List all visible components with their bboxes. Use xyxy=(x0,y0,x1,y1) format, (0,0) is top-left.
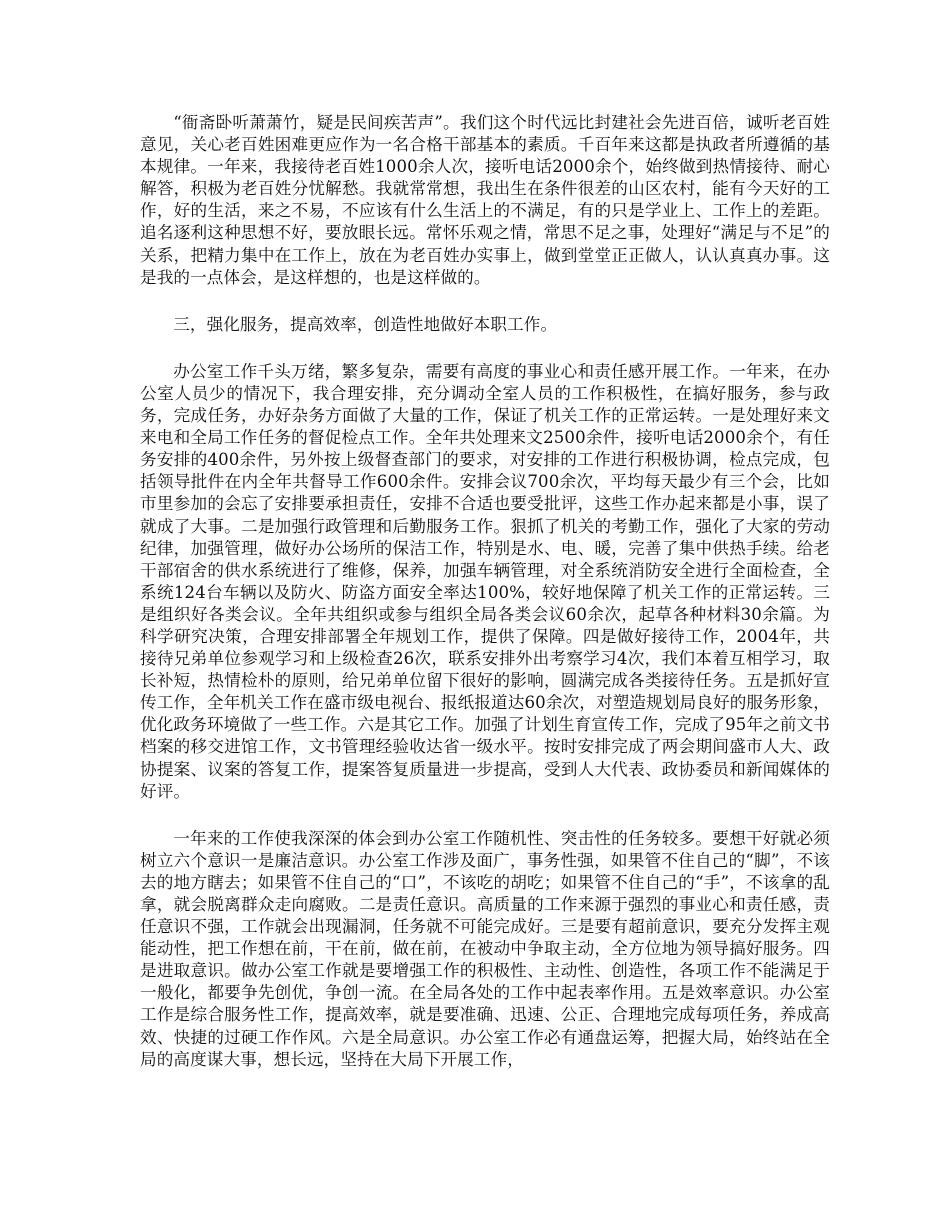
paragraph-3: 一年来的工作使我深深的体会到办公室工作随机性、突击性的任务较多。要想干好就必须树立六个意识一是廉洁意识。办公室工作涉及面广，事务性强，如果管不住自己的“脚”，不该去的地方瞎去；如果管不住自己的“口”，不该吃的胡吃；如果管不住自己的“手”，不该拿的乱拿，就会脱离群众走向腐败。二是责任意识。高质量的工作来源于强烈的事业心和责任感，责任意识不强，工作就会出现漏洞，任务就不可能完成好。三是要有超前意识，要充分发挥主观能动性，把工作想在前，干在前，做在前，在被动中争取主动，全方位地为领导搞好服务。四是进取意识。做办公室工作就是要增强工作的积极性、主动性、创造性，各项工作不能满足于一般化，都要争先创优，争创一流。在全局各处的工作中起表率作用。五是效率意识。办公室工作是综合服务性工作，提高效率，就是要准确、迅速、公正、合理地完成每项任务，养成高效、快捷的过硬工作作风。六是全局意识。办公室工作必有通盘运筹，把握大局，始终站在全局的高度谋大事，想长远，坚持在大局下开展工作， xyxy=(140,828,830,1069)
document-page xyxy=(140,112,830,1071)
paragraph-1: “衙斋卧听萧萧竹，疑是民间疾苦声”。我们这个时代远比封建社会先进百倍，诚听老百姓意见，关心老百姓困难更应作为一名合格干部基本的素质。千百年来这都是执政者所遵循的基本规律。一年来，我接待老百姓1000余人次，接听电话2000余个，始终做到热情接待、耐心解答，积极为老百姓分忧解愁。我就常常想，我出生在条件很差的山区农村，能有今天好的工作，好的生活，来之不易，不应该有什么生活上的不满足，有的只是学业上、工作上的差距。追名逐利这种思想不好，要放眼长远。常怀乐观之情，常思不足之事，处理好“满足与不足”的关系，把精力集中在工作上，放在为老百姓办实事上，做到堂堂正正做人，认认真真办事。这是我的一点体会，是这样想的，也是这样做的。 xyxy=(140,113,830,287)
paragraph-2: 办公室工作千头万绪，繁多复杂，需要有高度的事业心和责任感开展工作。一年来，在办公室人员少的情况下，我合理安排，充分调动全室人员的工作积极性，在搞好服务，参与政务，完成任务，办好杂务方面做了大量的工作，保证了机关工作的正常运转。一是处理好来文来电和全局工作任务的督促检点工作。全年共处理来文2500余件，接听电话2000余个，有任务安排的400余件，另外按上级督查部门的要求，对安排的工作进行积极协调，检点完成，包括领导批件在内全年共督导工作600余件。安排会议700余次，平均每天最少有三个会，比如市里参加的会忘了安排要承担责任，安排不合适也要受批评，这些工作办起来都是小事，误了就成了大事。二是加强行政管理和后勤服务工作。狠抓了机关的考勤工作，强化了大家的劳动纪律，加强管理，做好办公场所的保洁工作，特别是水、电、暖，完善了集中供热手续。给老干部宿舍的供水系统进行了维修，保养，加强车辆管理，对全系统消防安全进行全面检查，全系统124台车辆以及防火、防盗方面安全率达100%，较好地保障了机关工作的正常运转。三是组织好各类会议。全年共组织或参与组织全局各类会议60余次，起草各种材料30余篇。为科学研究决策，合理安排部署全年规划工作，提供了保障。四是做好接待工作，2004年，共接待兄弟单位参观学习和上级检查26次，联系安排外出考察学习4次，我们本着互相学习，取长补短，热情检朴的原则，给兄弟单位留下很好的影响，圆满完成各类接待任务。五是抓好宣传工作，全年机关工作在盛市级电视台、报纸报道达60余次，对塑造规划局良好的服务形象，优化政务环境做了一些工作。六是其它工作。加强了计划生育宣传工作，完成了95年之前文书档案的移交进馆工作，文书管理经验收达省一级水平。按时安排完成了两会期间盛市人大、政协提案、议案的答复工作，提案答复质量进一步提高，受到人大代表、政协委员和新闻媒体的好评。 xyxy=(140,361,830,801)
section-heading-3: 三，强化服务，提高效率，创造性地做好本职工作。 xyxy=(173,314,558,334)
